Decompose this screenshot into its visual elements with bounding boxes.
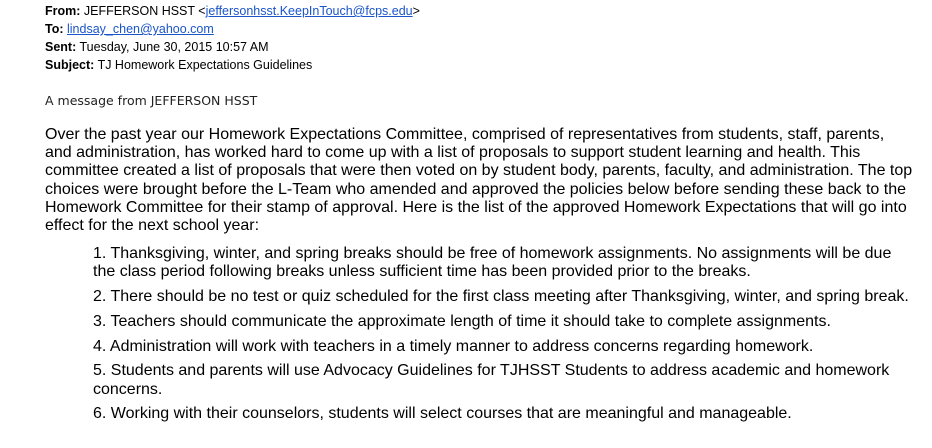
subject-label: Subject: (45, 58, 95, 72)
sent-value: Tuesday, June 30, 2015 10:57 AM (79, 40, 269, 54)
message-intro: A message from JEFFERSON HSST (45, 93, 258, 108)
list-item: 1. Thanksgiving, winter, and spring breaks should be free of homework assignments. No assignments will be due the class period following breaks unless sufficient time has been provided prior to the breaks. (93, 245, 892, 281)
list-item: 5. Students and parents will use Advocacy Guidelines for TJHSST Students to address academic and homework concerns. (93, 362, 890, 398)
list-item: 3. Teachers should communicate the approximate length of time it should take to complete assignments. (93, 312, 831, 330)
from-label: From: (45, 4, 81, 18)
guidelines-list (93, 245, 915, 430)
from-row (45, 2, 420, 20)
from-bracket-close: > (412, 4, 420, 18)
sent-label: Sent: (45, 40, 77, 54)
list-item: 2. There should be no test or quiz scheduled for the first class meeting after Thanksgiving, winter, and spring break. (93, 288, 909, 305)
from-bracket-open: < (194, 4, 206, 18)
to-label: To: (45, 22, 64, 36)
to-row (45, 20, 420, 38)
body-paragraph: Over the past year our Homework Expectations Committee, comprised of representatives from students, staff, parents, and administration, has worked hard to come up with a list of proposals to support student learning and health. This committee created a list of proposals that were then voted on by student body, parents, faculty, and administration. The top choices were brought before the L-Team who amended and approved the policies below before sending these back to the Homework Committee for their stamp of approval. Here is the list of the approved Homework Expectations that will go into effect for the next school year: (45, 126, 913, 235)
to-email-link[interactable]: lindsay_chen@yahoo.com (67, 22, 214, 36)
subject-value: TJ Homework Expectations Guidelines (97, 58, 313, 72)
from-name: JEFFERSON HSST (83, 4, 195, 18)
list-item: 6. Working with their counselors, students will select courses that are meaningful and manageable. (93, 405, 792, 423)
subject-row (45, 56, 420, 74)
list-item: 4. Administration will work with teachers in a timely manner to address concerns regarding homework. (93, 337, 814, 355)
sent-row (45, 38, 420, 56)
from-email-link[interactable]: jeffersonhsst.KeepInTouch@fcps.edu (205, 4, 413, 18)
email-headers (45, 2, 420, 74)
